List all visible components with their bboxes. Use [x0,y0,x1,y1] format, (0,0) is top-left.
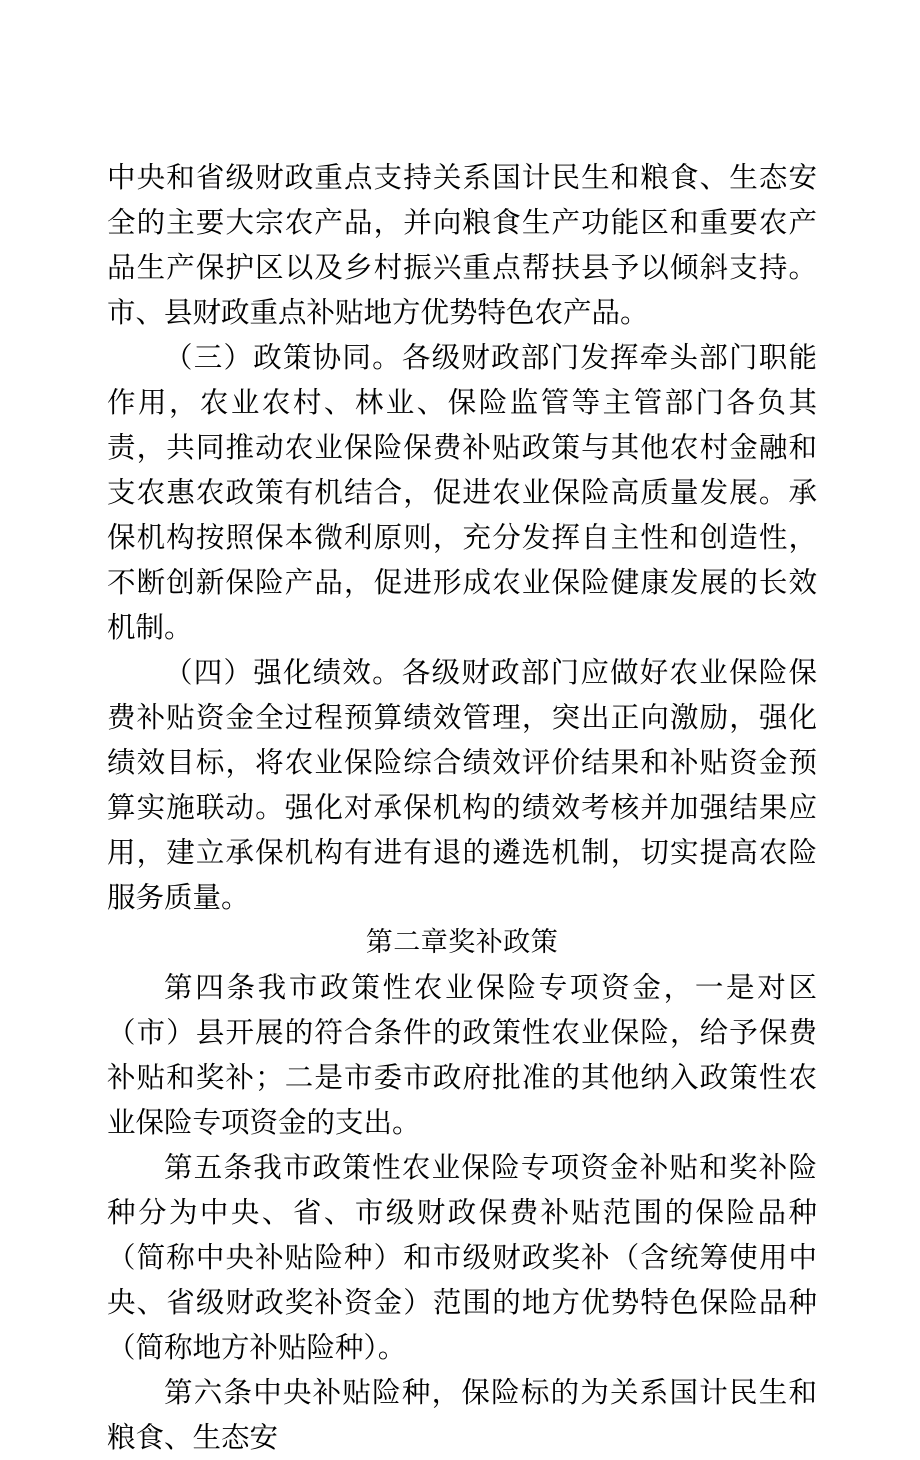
paragraph-policy-coordination: （三）政策协同。各级财政部门发挥牵头部门职能作用，农业农村、林业、保险监管等主管部门各负其责，共同推动农业保险保费补贴政策与其他农村金融和支农惠农政策有机结合，促进农业保险高质量发展。承保机构按照保本微利原则，充分发挥自主性和创造性，不断创新保险产品，促进形成农业保险健康发展的长效机制。 [107,341,817,644]
paragraph-article-six: 第六条中央补贴险种，保险标的为关系国计民生和粮食、生态安 [107,1376,817,1454]
chapter-heading-two: 第二章奖补政策 [365,927,559,958]
paragraph-strengthen-performance: （四）强化绩效。各级财政部门应做好农业保险保费补贴资金全过程预算绩效管理，突出正向激励，强化绩效目标，将农业保险综合绩效评价结果和补贴资金预算实施联动。强化对承保机构的绩效考核并加强结果应用，建立承保机构有进有退的遴选机制，切实提高农险服务质量。 [107,656,817,914]
paragraph-continuation: 中央和省级财政重点支持关系国计民生和粮食、生态安全的主要大宗农产品，并向粮食生产功能区和重要农产品生产保护区以及乡村振兴重点帮扶县予以倾斜支持。市、县财政重点补贴地方优势特色农产品。 [107,161,817,329]
paragraph-article-five: 第五条我市政策性农业保险专项资金补贴和奖补险种分为中央、省、市级财政保费补贴范围的保险品种（简称中央补贴险种）和市级财政奖补（含统筹使用中央、省级财政奖补资金）范围的地方优势特色保险品种（简称地方补贴险种）。 [107,1151,817,1364]
document-text-column [107,155,817,1460]
paragraph-article-four: 第四条我市政策性农业保险专项资金，一是对区（市）县开展的符合条件的政策性农业保险，给予保费补贴和奖补；二是市委市政府批准的其他纳入政策性农业保险专项资金的支出。 [107,971,817,1139]
